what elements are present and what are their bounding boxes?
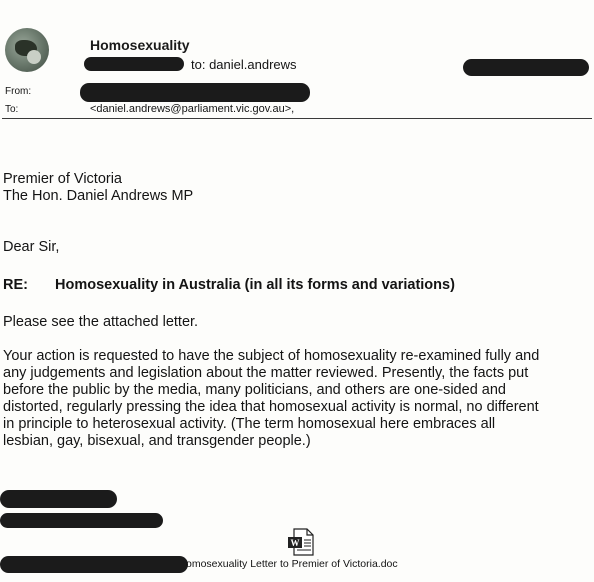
to-address[interactable]: <daniel.andrews@parliament.vic.gov.au>, — [90, 103, 295, 115]
paragraph-line: in principle to heterosexual activity. (The term homosexual here embraces all — [3, 416, 496, 432]
body-paragraph — [3, 348, 591, 450]
paragraph-line: before the public by the media, many politicians, and others are one-sided and — [3, 382, 506, 398]
svg-text:W: W — [290, 538, 300, 548]
avatar-shape — [27, 50, 41, 64]
recipient-title: Premier of Victoria — [3, 171, 122, 187]
paragraph-line: any judgements and legislation about the matter reviewed. Presently, the facts put — [3, 365, 529, 381]
from-label: From: — [5, 86, 32, 97]
header-divider — [2, 118, 592, 119]
paragraph-line: distorted, regularly pressing the idea that homosexual activity is normal, no different — [3, 399, 539, 415]
redacted-from-address — [80, 83, 310, 102]
recipient-name: The Hon. Daniel Andrews MP — [3, 188, 194, 204]
paragraph-line: lesbian, gay, bisexual, and transgender people.) — [3, 433, 311, 449]
redacted-date — [463, 59, 589, 76]
redacted-signature-line — [0, 513, 163, 528]
re-subject: Homosexuality in Australia (in all its forms and variations) — [55, 277, 455, 293]
redacted-sender-name — [84, 57, 184, 71]
redacted-signature-name — [0, 490, 117, 508]
attachment-filename[interactable]: omosexuality Letter to Premier of Victoria.doc — [186, 558, 398, 570]
word-document-icon[interactable] — [287, 528, 315, 556]
paragraph-line: Your action is requested to have the subject of homosexuality re-examined fully and — [3, 348, 540, 364]
to-label: To: — [5, 104, 19, 115]
salutation: Dear Sir, — [3, 239, 60, 255]
email-subject: Homosexuality — [90, 37, 190, 53]
sender-avatar — [5, 28, 49, 72]
redacted-attachment-prefix — [0, 556, 188, 573]
re-label: RE: — [3, 277, 28, 293]
to-recipient-short: to: daniel.andrews — [191, 57, 297, 72]
attached-note: Please see the attached letter. — [3, 314, 199, 330]
